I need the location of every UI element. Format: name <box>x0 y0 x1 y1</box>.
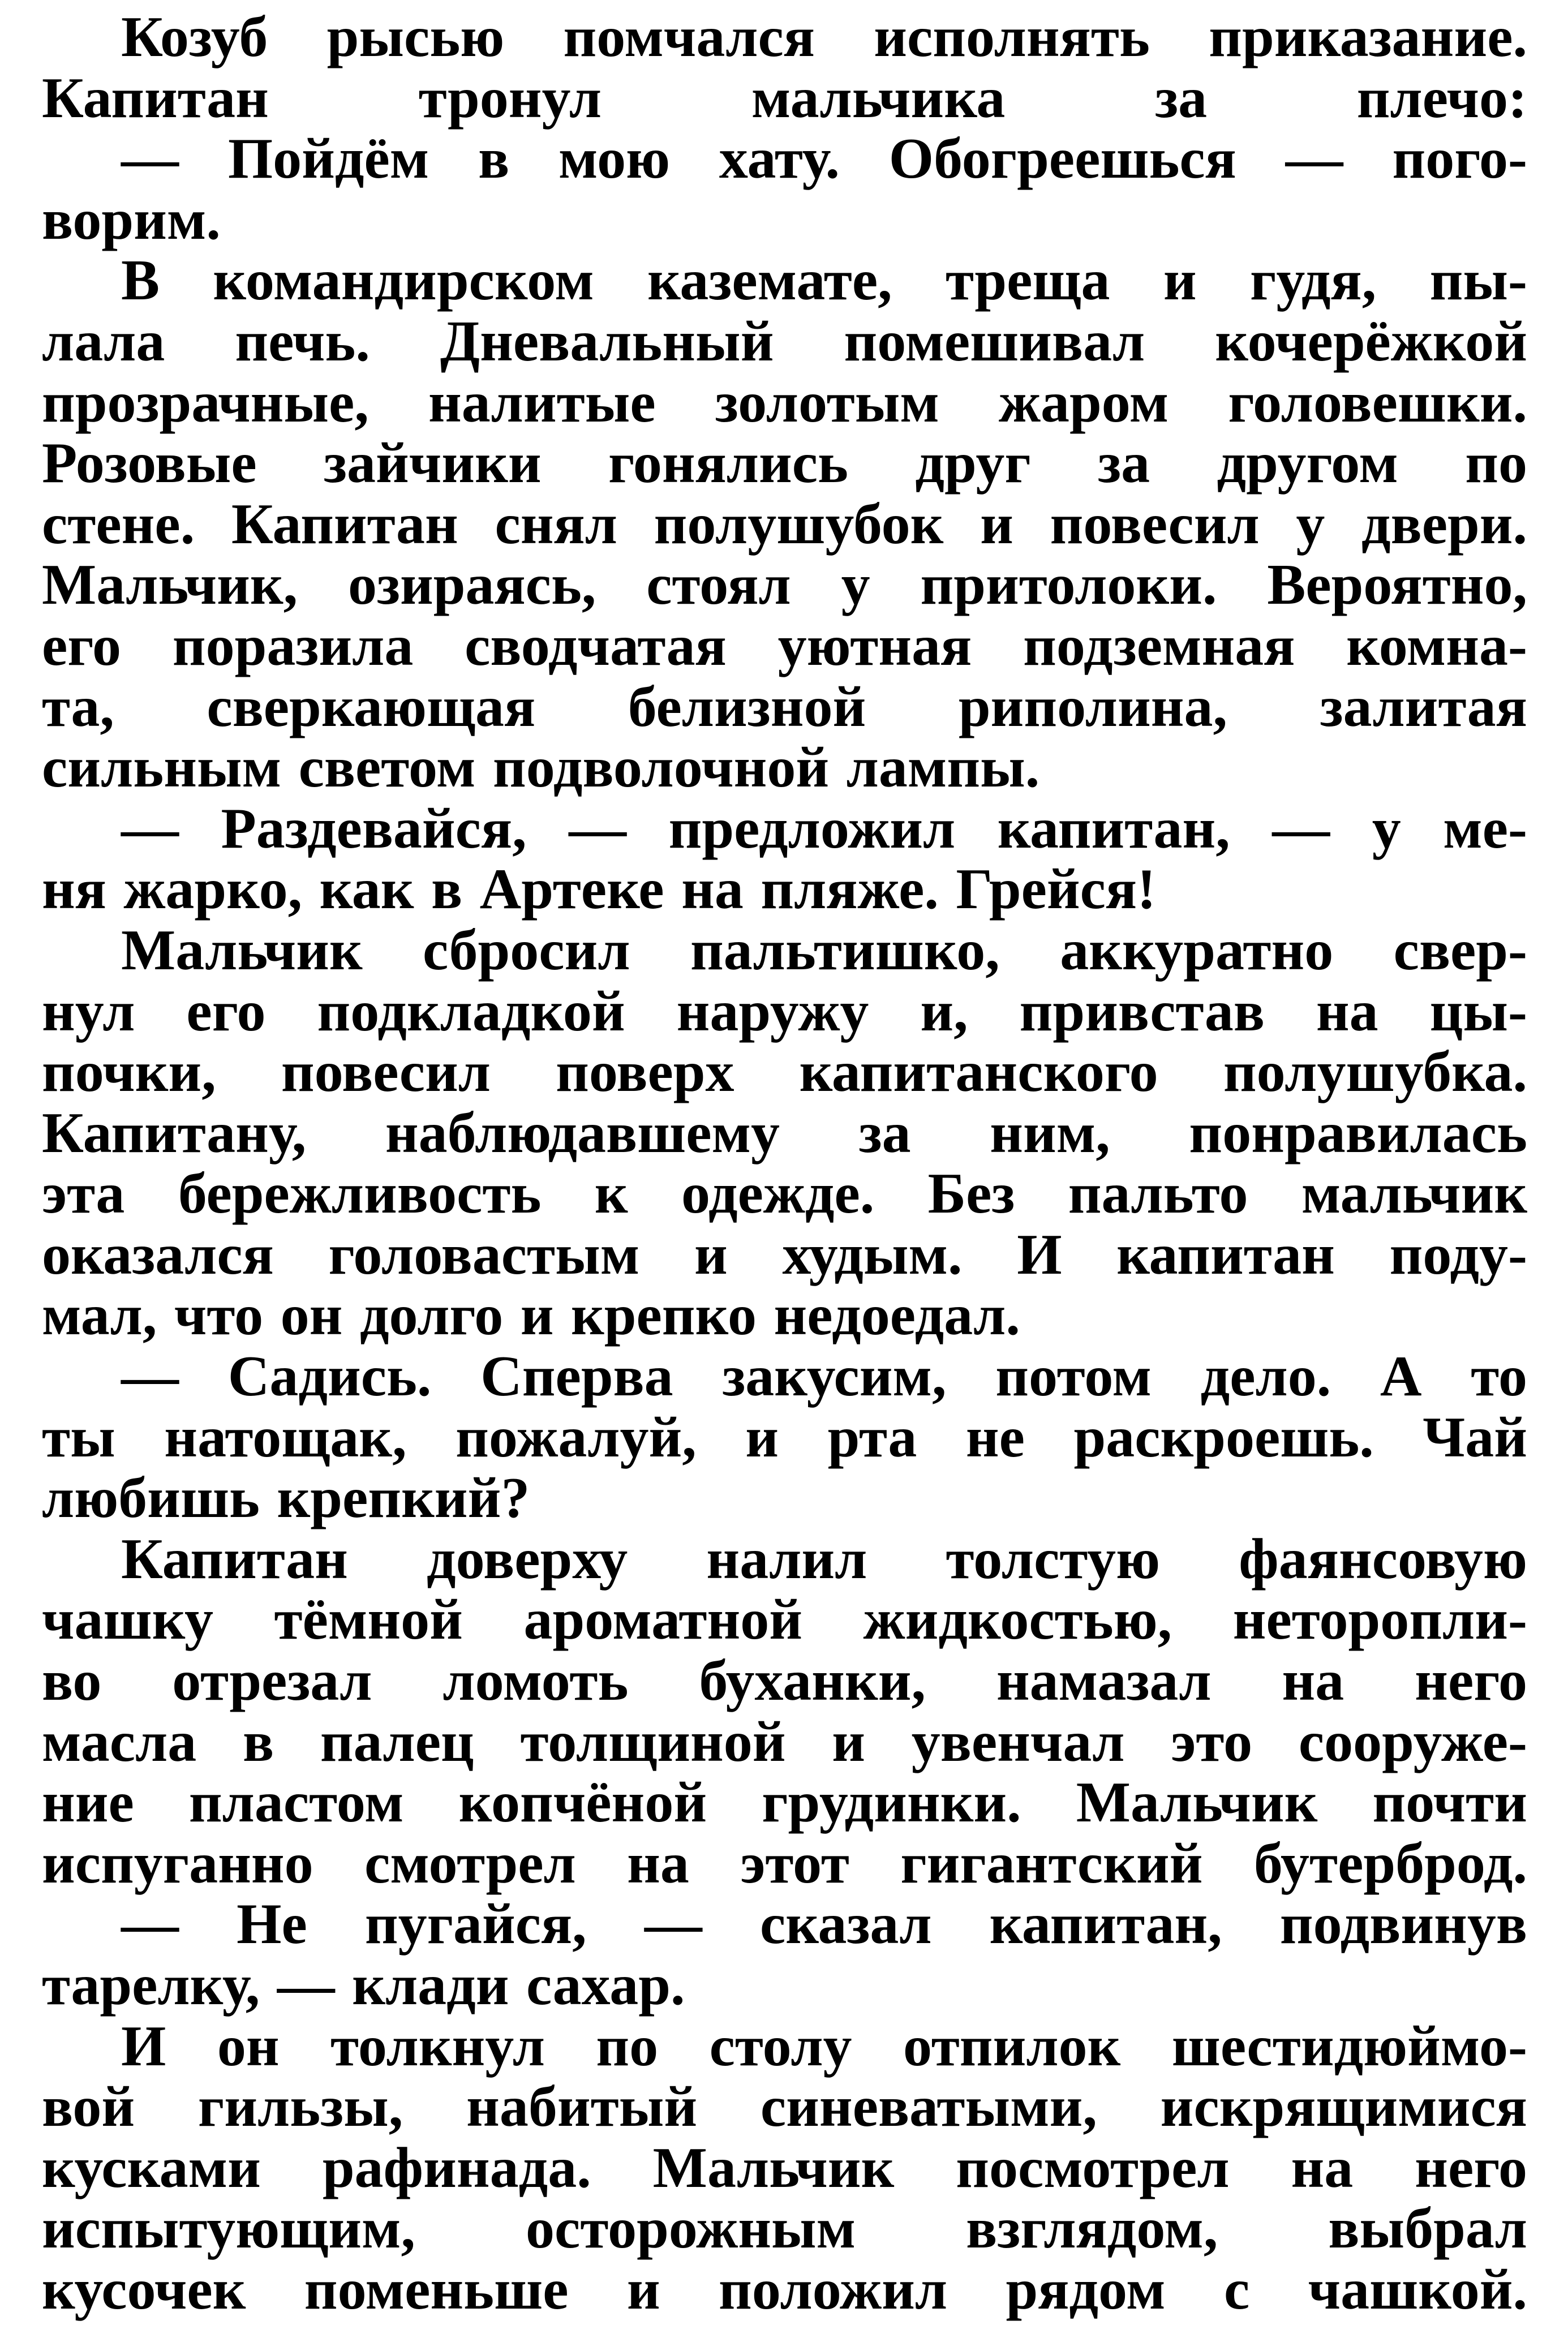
text-line: масла в палец толщиной и увенчал это сооруже- <box>42 1709 1527 1774</box>
text-line: — Раздевайся, — предложил капитан, — у ме- <box>121 796 1527 861</box>
text-line: ты натощак, пожалуй, и рта не раскроешь. Чай <box>42 1405 1527 1469</box>
text-line: тарелку, — клади сахар. <box>42 1953 685 2017</box>
text-line: Мальчик, озираясь, стоял у притолоки. Вероятно, <box>42 553 1527 617</box>
text-line: Козуб рысью помчался исполнять приказание. <box>121 5 1527 69</box>
text-line: эта бережливость к одежде. Без пальто мальчик <box>42 1162 1527 1226</box>
text-line: испуганно смотрел на этот гигантский бутерброд. <box>42 1831 1527 1896</box>
text-line: лала печь. Дневальный помешивал кочерёжкой <box>42 309 1527 373</box>
text-line: Мальчик сбросил пальтишко, аккуратно свер- <box>121 918 1527 982</box>
text-line: ня жарко, как в Артеке на пляже. Грейся! <box>42 857 1157 922</box>
text-line: почки, повесил поверх капитанского полушубка. <box>42 1040 1527 1105</box>
text-line: прозрачные, налитые золотым жаром головешки. <box>42 370 1527 435</box>
text-line: чашку тёмной ароматной жидкостью, неторопли- <box>42 1588 1527 1652</box>
text-line: его поразила сводчатая уютная подземная комна- <box>42 613 1527 678</box>
text-line: И он толкнул по столу отпилок шестидюймо- <box>121 2014 1527 2078</box>
text-line: Капитану, наблюдавшему за ним, понравилась <box>42 1101 1527 1165</box>
text-line: та, сверкающая белизной риполина, залитая <box>42 674 1527 739</box>
text-line: Розовые зайчики гонялись друг за другом по <box>42 431 1527 496</box>
text-line: вой гильзы, набитый синеватыми, искрящимися <box>42 2075 1527 2139</box>
text-line: оказался головастым и худым. И капитан поду- <box>42 1222 1527 1287</box>
text-line: В командирском каземате, треща и гудя, пы- <box>121 248 1527 313</box>
text-line: кусочек поменьше и положил рядом с чашкой. <box>42 2257 1527 2322</box>
text-line: ворим. <box>42 187 221 252</box>
text-line: Капитан тронул мальчика за плечо: <box>42 66 1527 130</box>
text-line: ние пластом копчёной грудинки. Мальчик почти <box>42 1770 1527 1835</box>
text-line: — Садись. Сперва закусим, потом дело. А то <box>121 1344 1527 1409</box>
text-line: во отрезал ломоть буханки, намазал на него <box>42 1649 1527 1713</box>
text-line: Капитан доверху налил толстую фаянсовую <box>121 1527 1527 1591</box>
text-line: любишь крепкий? <box>42 1466 530 1531</box>
text-line: стене. Капитан снял полушубок и повесил у двери. <box>42 492 1527 556</box>
text-line: кусками рафинада. Мальчик посмотрел на него <box>42 2135 1527 2200</box>
text-line: мал, что он долго и крепко недоедал. <box>42 1283 1020 1348</box>
text-line: сильным светом подволочной лампы. <box>42 736 1040 800</box>
text-line: испытующим, осторожным взглядом, выбрал <box>42 2197 1527 2261</box>
text-line: нул его подкладкой наружу и, привстав на цы- <box>42 979 1527 1043</box>
text-line: — Пойдём в мою хату. Обогреешься — пого- <box>121 127 1527 191</box>
text-line: — Не пугайся, — сказал капитан, подвинув <box>121 1892 1527 1957</box>
